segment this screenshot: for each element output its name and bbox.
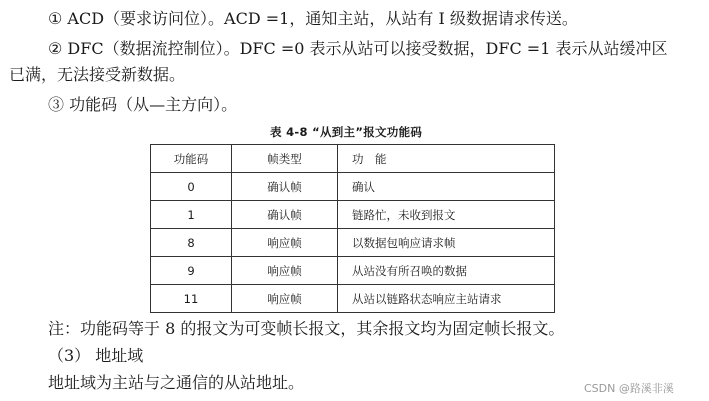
cell-frame-type: 确认帧 — [232, 173, 338, 201]
cell-function: 以数据包响应请求帧 — [338, 229, 555, 257]
cell-code: 8 — [151, 229, 232, 257]
header-frame-type: 帧类型 — [232, 145, 338, 173]
cell-code: 1 — [151, 201, 232, 229]
table-caption: 表 4-8 “从到主”报文功能码 — [270, 125, 423, 139]
table-row — [151, 257, 555, 285]
cell-function: 链路忙，未收到报文 — [338, 201, 555, 229]
table-row — [151, 285, 555, 313]
cell-function: 确认 — [338, 173, 555, 201]
cell-code: 0 — [151, 173, 232, 201]
section-body: 地址域为主站与之通信的从站地址。 — [48, 373, 305, 392]
csdn-watermark: CSDN @路溪非溪 — [584, 382, 674, 395]
cell-frame-type: 响应帧 — [232, 257, 338, 285]
cell-frame-type: 确认帧 — [232, 201, 338, 229]
cell-code: 11 — [151, 285, 232, 313]
cell-frame-type: 响应帧 — [232, 285, 338, 313]
table-row — [151, 201, 555, 229]
function-code-table — [150, 144, 555, 313]
cell-function: 从站以链路状态响应主站请求 — [338, 285, 555, 313]
dfc-paragraph-line1: ② DFC（数据流控制位）。DFC =0 表示从站可以接受数据，DFC =1 表示从站缓冲区 — [48, 39, 668, 58]
cell-function: 从站没有所召唤的数据 — [338, 257, 555, 285]
section-heading: （3） 地址域 — [48, 346, 144, 365]
function-code-heading: ③ 功能码（从—主方向）。 — [48, 95, 238, 114]
table-header-row — [151, 145, 555, 173]
acd-paragraph: ① ACD（要求访问位）。ACD =1，通知主站，从站有 I 级数据请求传送。 — [48, 9, 578, 28]
table-row — [151, 173, 555, 201]
cell-code: 9 — [151, 257, 232, 285]
header-function-code: 功能码 — [151, 145, 232, 173]
header-function: 功 能 — [338, 145, 555, 173]
table-row — [151, 229, 555, 257]
cell-frame-type: 响应帧 — [232, 229, 338, 257]
table-note: 注：功能码等于 8 的报文为可变帧长报文，其余报文均为固定帧长报文。 — [48, 319, 565, 338]
dfc-paragraph-line2: 已满，无法接受新数据。 — [9, 65, 186, 84]
